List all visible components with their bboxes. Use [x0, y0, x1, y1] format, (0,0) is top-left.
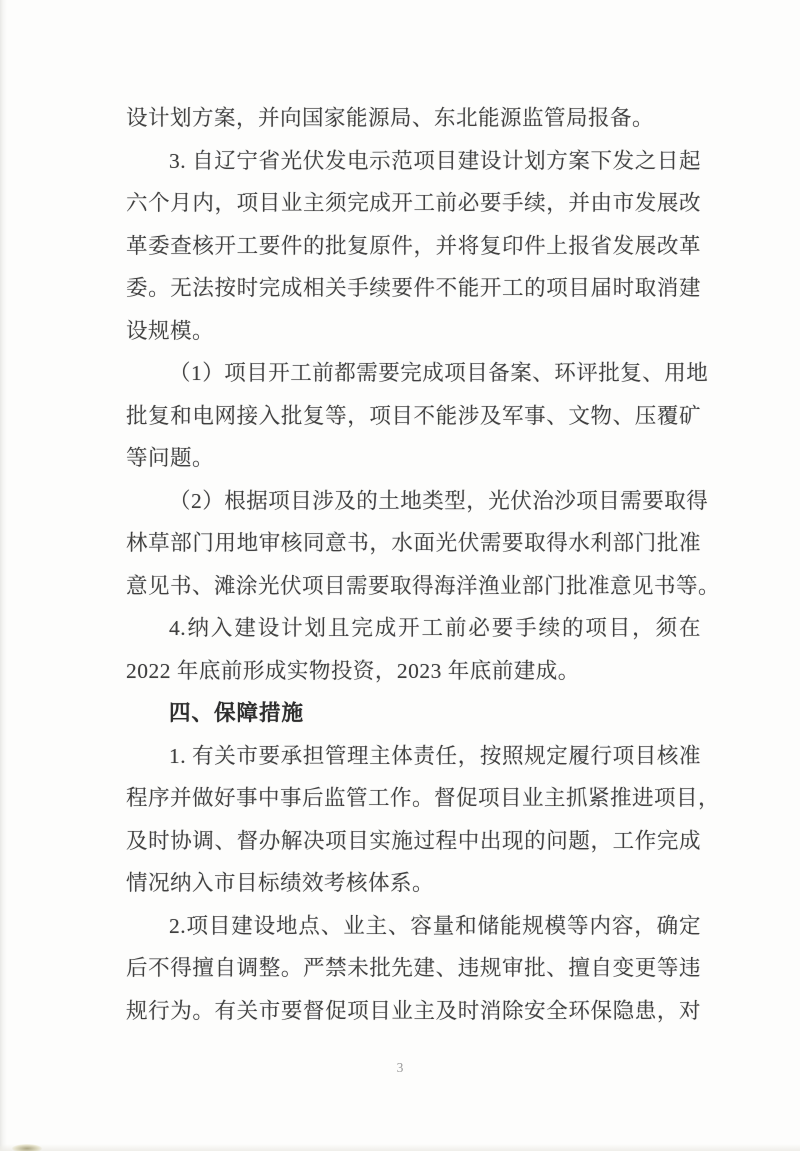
doc-line: 革委查核开工要件的批复原件，并将复印件上报省发展改革: [126, 233, 701, 258]
doc-line: 及时协调、督办解决项目实施过程中出现的问题，工作完成: [126, 828, 701, 853]
doc-line: 程序并做好事中事后监管工作。督促项目业主抓紧推进项目，: [126, 786, 721, 810]
doc-line: 委。无法按时完成相关手续要件不能开工的项目届时取消建: [126, 276, 701, 300]
doc-line: 林草部门用地审核同意书，水面光伏需要取得水利部门批准: [126, 531, 701, 555]
doc-line: （2）根据项目涉及的土地类型，光伏治沙项目需要取得: [169, 488, 709, 513]
doc-line: 设计划方案，并向国家能源局、东北能源监管局报备。: [126, 106, 655, 130]
doc-line: （1）项目开工前都需要完成项目备案、环评批复、用地: [169, 361, 709, 385]
doc-line: 2022 年底前形成实物投资，2023 年底前建成。: [126, 658, 580, 683]
scan-left-edge-shadow: [0, 0, 7, 1151]
doc-line: 后不得擅自调整。严禁未批先建、违规审批、擅自变更等违: [126, 956, 701, 980]
doc-line: 批复和电网接入批复等，项目不能涉及军事、文物、压覆矿: [126, 403, 701, 428]
doc-line: 意见书、滩涂光伏项目需要取得海洋渔业部门批准意见书等。: [126, 573, 721, 598]
scan-corner-speck: [12, 1144, 42, 1151]
doc-line: 等问题。: [126, 446, 215, 470]
doc-line: 4.纳入建设计划且完成开工前必要手续的项目，须在: [169, 616, 701, 640]
section-heading: 四、保障措施: [169, 701, 305, 725]
page-number: 3: [396, 1060, 404, 1075]
doc-line: 六个月内，项目业主须完成开工前必要手续，并由市发展改: [126, 191, 701, 215]
scan-bottom-edge-shadow: [0, 1144, 800, 1151]
doc-line: 规行为。有关市要督促项目业主及时消除安全环保隐患，对: [126, 998, 701, 1023]
doc-line: 情况纳入市目标绩效考核体系。: [126, 871, 435, 895]
document-text-block: [126, 97, 721, 1032]
doc-line: 2.项目建设地点、业主、容量和储能规模等内容，确定: [169, 913, 701, 938]
doc-line: 3. 自辽宁省光伏发电示范项目建设计划方案下发之日起: [169, 148, 701, 173]
doc-line: 1. 有关市要承担管理主体责任，按照规定履行项目核准: [169, 743, 701, 768]
doc-line: 设规模。: [126, 318, 215, 343]
